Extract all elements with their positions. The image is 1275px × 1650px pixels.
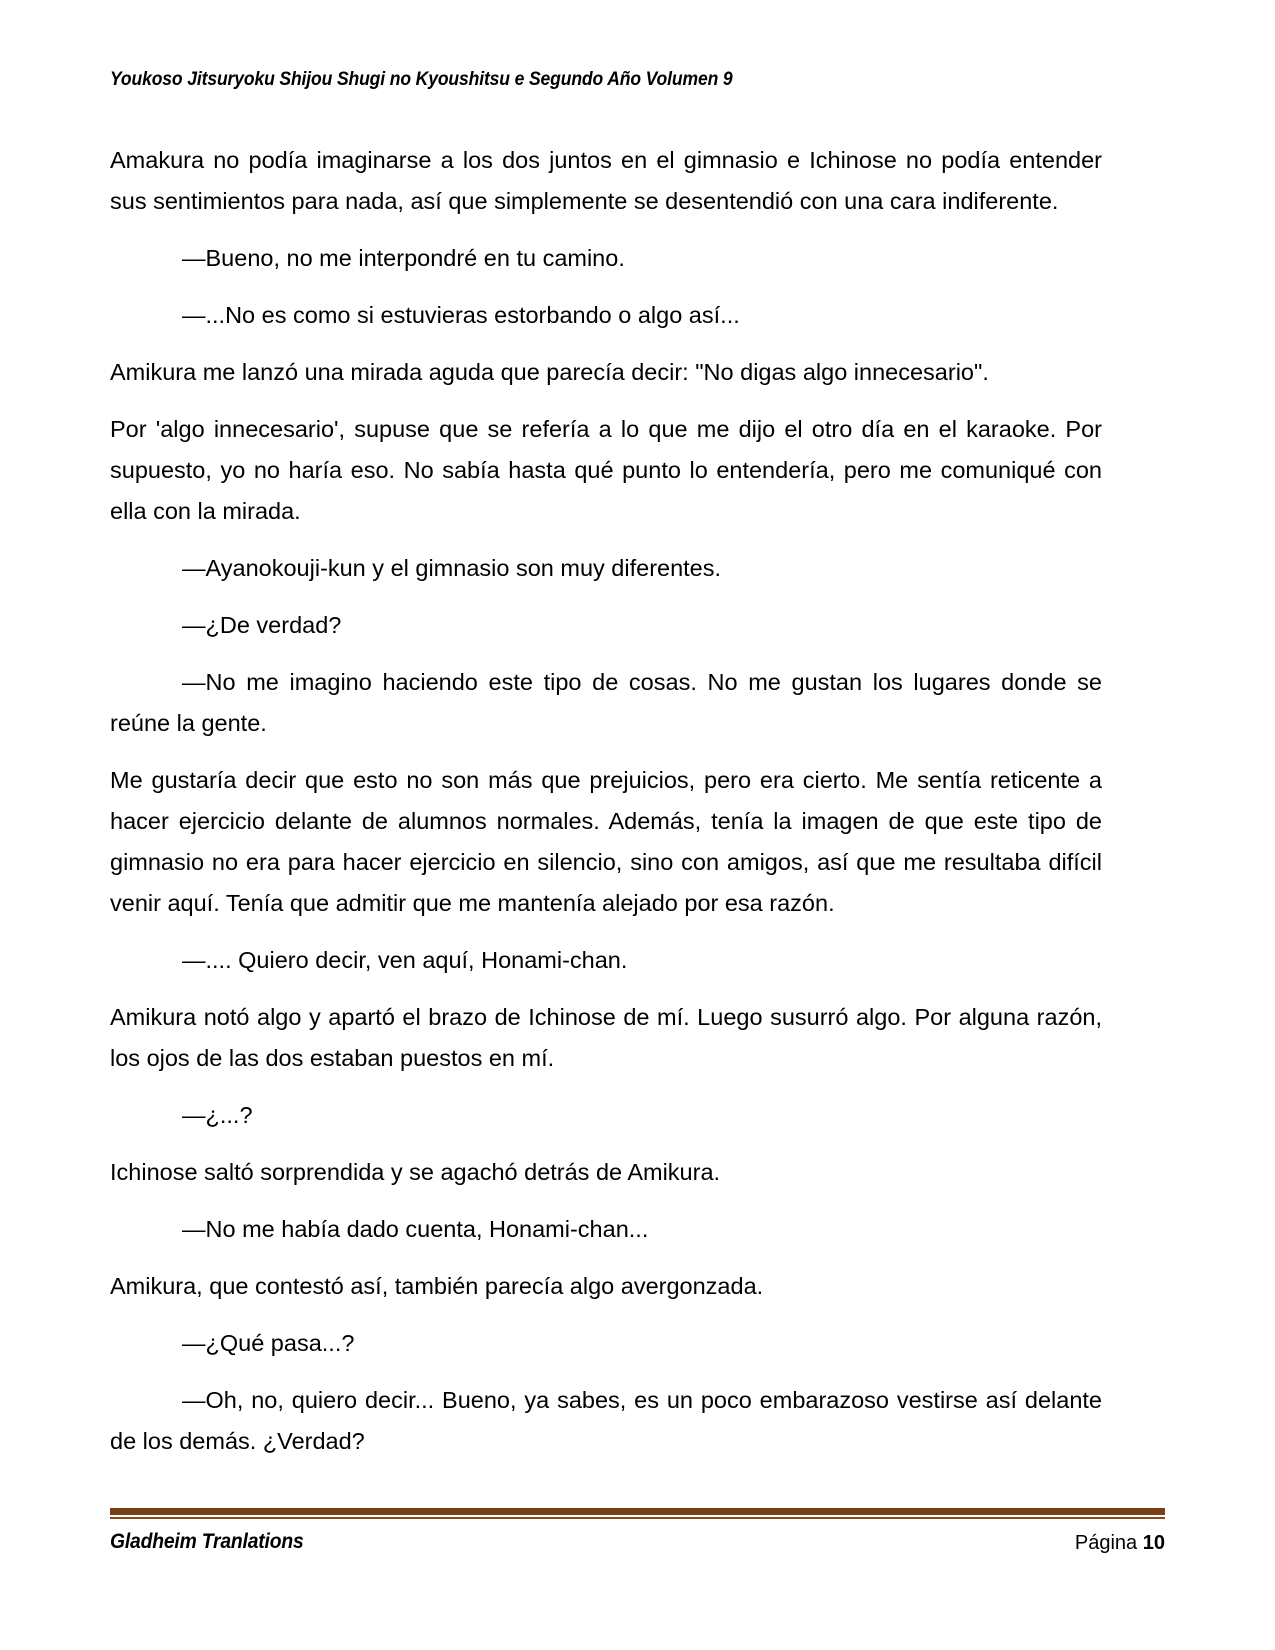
paragraph-dialogue: —No me había dado cuenta, Honami-chan... [182,1216,649,1242]
page-header [110,68,1165,91]
footer-divider [110,1508,1165,1520]
paragraph-narration: Ichinose saltó sorprendida y se agachó detrás de Amikura. [110,1159,721,1185]
paragraph-dialogue: —¿Qué pasa...? [182,1330,355,1356]
footer-divider-thick-bar [110,1508,1165,1515]
paragraph-dialogue: —...No es como si estuvieras estorbando o algo así... [182,302,740,328]
paragraph-dialogue: —Oh, no, quiero decir... Bueno, ya sabes, es un poco embarazoso vestirse así delante de los demás. ¿Verdad? [110,1387,1102,1454]
paragraph-narration: Amakura no podía imaginarse a los dos juntos en el gimnasio e Ichinose no podía entender sus sentimientos para nada, así que simplemente se desentendió con una cara indiferente. [110,147,1102,214]
paragraph-dialogue: —Ayanokouji-kun y el gimnasio son muy diferentes. [182,555,722,581]
paragraph-narration: Por 'algo innecesario', supuse que se refería a lo que me dijo el otro día en el karaoke. Por supuesto, yo no haría eso. No sabía hasta qué punto lo entendería, pero me comuniqué con ella con la mirada. [110,416,1102,524]
paragraph-narration: Amikura me lanzó una mirada aguda que parecía decir: "No digas algo innecesario". [110,359,989,385]
footer-page-label: Página [1074,1532,1138,1554]
paragraph-narration: Amikura notó algo y apartó el brazo de Ichinose de mí. Luego susurró algo. Por alguna razón, los ojos de las dos estaban puestos en mí. [110,1004,1102,1071]
paragraph-narration: Me gustaría decir que esto no son más que prejuicios, pero era cierto. Me sentía reticente a hacer ejercicio delante de alumnos normales. Además, tenía la imagen de que este tipo de gimnasio no era para hacer ejercicio en silencio, sino con amigos, así que me resultaba difícil venir aquí. Tenía que admitir que me mantenía alejado por esa razón. [110,767,1102,916]
body-text [110,140,1102,1478]
header-title: Youkoso Jitsuryoku Shijou Shugi no Kyoushitsu e Segundo Año Volumen 9 [110,68,733,90]
paragraph-dialogue: —No me imagino haciendo este tipo de cosas. No me gustan los lugares donde se reúne la gente. [110,669,1102,736]
paragraph-dialogue: —.... Quiero decir, ven aquí, Honami-chan. [182,947,628,973]
footer-divider-thin-bar [110,1517,1165,1519]
page-footer [110,1530,1165,1570]
paragraph-dialogue: —¿De verdad? [182,612,342,638]
footer-credit: Gladheim Tranlations [110,1530,304,1553]
paragraph-dialogue: —Bueno, no me interpondré en tu camino. [182,245,625,271]
footer-page-indicator [1075,1532,1165,1555]
paragraph-dialogue: —¿...? [182,1102,253,1128]
footer-page-number: 10 [1142,1532,1165,1554]
paragraph-narration: Amikura, que contestó así, también parecía algo avergonzada. [110,1273,764,1299]
